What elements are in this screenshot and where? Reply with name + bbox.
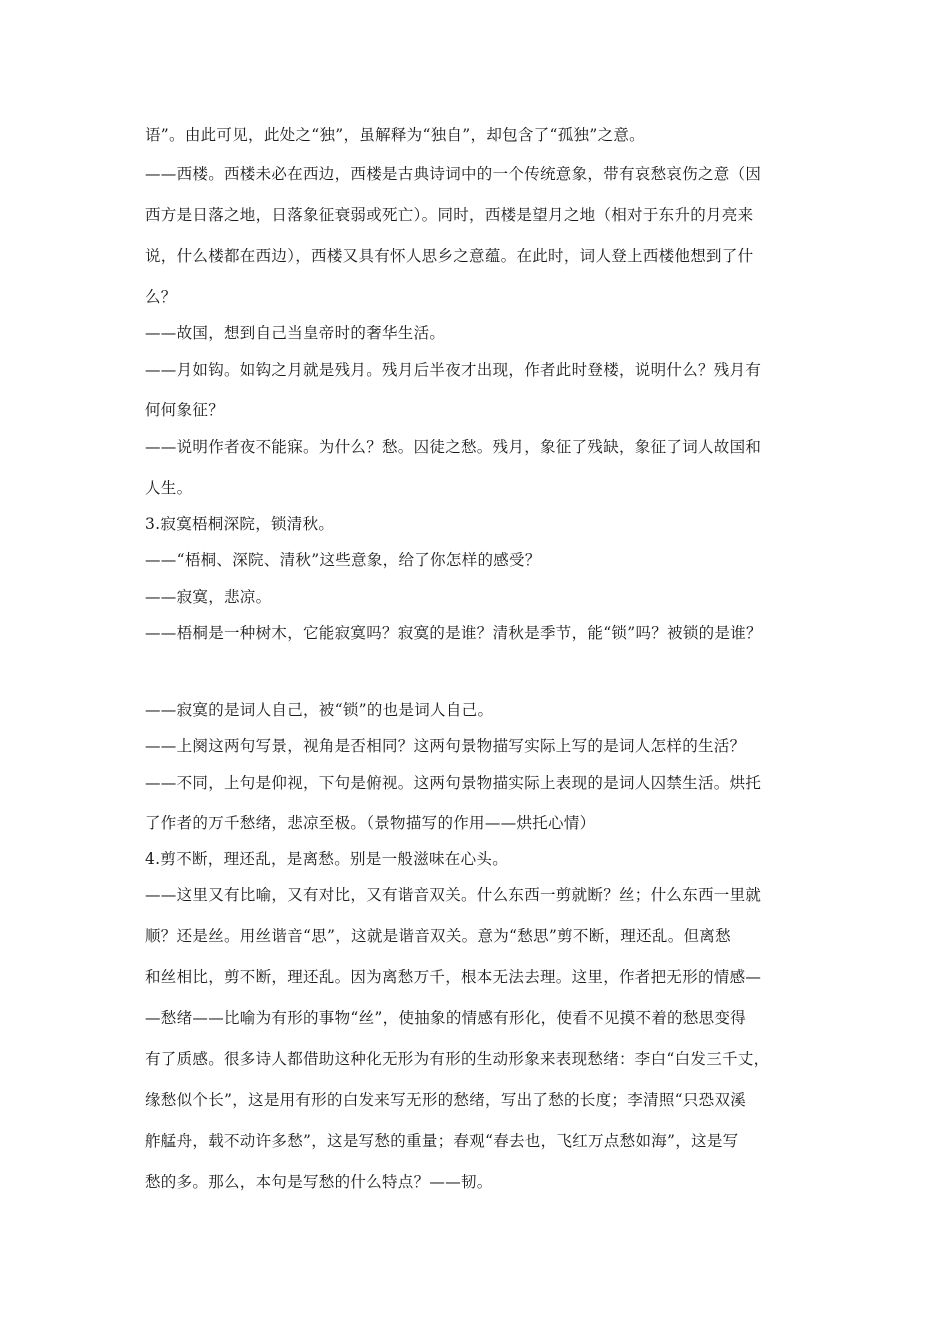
text-line: ——西楼。西楼未必在西边，西楼是古典诗词中的一个传统意象，带有哀愁哀伤之意（因: [145, 165, 762, 183]
text-line: ——这里又有比喻，又有对比，又有谐音双关。什么东西一剪就断？丝；什么东西一里就: [145, 886, 762, 904]
text-line: ——梧桐是一种树木，它能寂寞吗？寂寞的是谁？清秋是季节，能“锁”吗？被锁的是谁？: [145, 624, 762, 642]
text-line: ——寂寞的是词人自己，被“锁”的也是词人自己。: [145, 701, 494, 719]
text-line: 了作者的万千愁绪，悲凉至极。（景物描写的作用——烘托心情）: [145, 814, 596, 832]
text-line: ——月如钩。如钩之月就是残月。残月后半夜才出现，作者此时登楼，说明什么？残月有: [145, 361, 762, 379]
text-line: 西方是日落之地，日落象征衰弱或死亡）。同时，西楼是望月之地（相对于东升的月亮来: [145, 206, 754, 224]
text-line: 和丝相比，剪不断，理还乱。因为离愁万千，根本无法去理。这里，作者把无形的情感—: [145, 968, 762, 986]
text-line: 缘愁似个长”，这是用有形的白发来写无形的愁绪，写出了愁的长度；李清照“只恐双溪: [145, 1091, 747, 1109]
text-line: 愁的多。那么，本句是写愁的什么特点？——韧。: [145, 1173, 493, 1191]
text-line: ——寂寞，悲凉。: [145, 588, 272, 606]
text-line: 人生。: [145, 479, 193, 497]
section-heading: 3.寂寞梧桐深院，锁清秋。: [145, 515, 335, 533]
text-line: 顺？还是丝。用丝谐音“思”，这就是谐音双关。意为“愁思”剪不断，理还乱。但离愁: [145, 927, 731, 945]
section-heading: 4.剪不断，理还乱，是离愁。别是一般滋味在心头。: [145, 850, 508, 868]
text-line: ——“梧桐、深院、清秋”这些意象，给了你怎样的感受？: [145, 551, 541, 569]
text-line: ——故国，想到自己当皇帝时的奢华生活。: [145, 324, 446, 342]
text-line: 语”。由此可见，此处之“独”，虽解释为“独自”，却包含了“孤独”之意。: [145, 126, 645, 144]
text-line: 么？: [145, 288, 177, 306]
text-line: 何何象征？: [145, 401, 225, 419]
text-line: 舴艋舟，载不动许多愁”，这是写愁的重量；春观“春去也，飞红万点愁如海”，这是写: [145, 1132, 739, 1150]
text-line: ——不同，上句是仰视，下句是俯视。这两句景物描实际上表现的是词人囚禁生活。烘托: [145, 774, 762, 792]
text-line: ——上阕这两句写景，视角是否相同？这两句景物描写实际上写的是词人怎样的生活？: [145, 737, 746, 755]
document-page: [145, 0, 815, 1344]
text-line: 说，什么楼都在西边），西楼又具有怀人思乡之意蕴。在此时，词人登上西楼他想到了什: [145, 247, 754, 265]
text-line: 有了质感。很多诗人都借助这种化无形为有形的生动形象来表现愁绪：李白“白发三千丈，: [145, 1050, 770, 1068]
text-line: —愁绪——比喻为有形的事物“丝”，使抽象的情感有形化，使看不见摸不着的愁思变得: [145, 1009, 747, 1027]
text-line: ——说明作者夜不能寐。为什么？愁。囚徒之愁。残月，象征了残缺，象征了词人故国和: [145, 438, 762, 456]
